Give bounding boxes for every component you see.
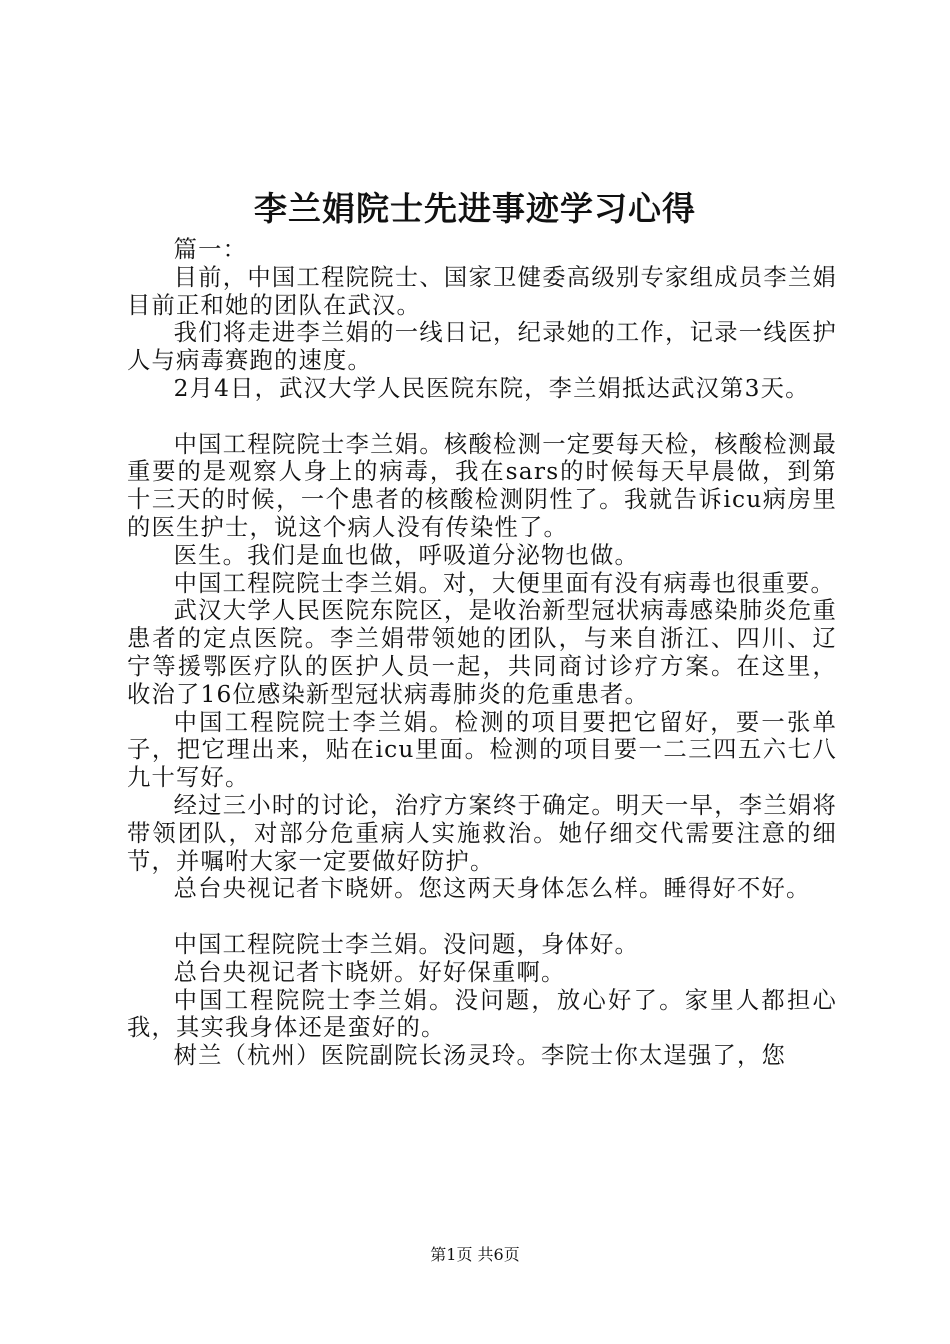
document-body — [127, 236, 837, 1070]
paragraph: 武汉大学人民医院东院区，是收治新型冠状病毒感染肺炎危重患者的定点医院。李兰娟带领她的团队，与来自浙江、四川、辽宁等援鄂医疗队的医护人员一起，共同商讨诊疗方案。在这里，收治了16位感染新型冠状病毒肺炎的危重患者。 — [127, 597, 837, 708]
page-number-footer: 第1页 共6页 — [430, 1245, 520, 1264]
paragraph: 目前，中国工程院院士、国家卫健委高级别专家组成员李兰娟目前正和她的团队在武汉。 — [127, 263, 837, 319]
paragraph: 我们将走进李兰娟的一线日记，纪录她的工作，记录一线医护人与病毒赛跑的速度。 — [127, 319, 837, 375]
paragraph: 医生。我们是血也做，呼吸道分泌物也做。 — [173, 541, 640, 569]
paragraph: 中国工程院院士李兰娟。检测的项目要把它留好，要一张单子，把它理出来，贴在icu里面。检测的项目要一二三四五六七八九十写好。 — [127, 708, 837, 792]
paragraph: 经过三小时的讨论，治疗方案终于确定。明天一早，李兰娟将带领团队，对部分危重病人实施救治。她仔细交代需要注意的细节，并嘱咐大家一定要做好防护。 — [127, 791, 837, 875]
paragraph: 中国工程院院士李兰娟。没问题，身体好。 — [173, 930, 640, 958]
paragraph: 树兰（杭州）医院副院长汤灵玲。李院士你太逞强了，您 — [173, 1042, 787, 1070]
paragraph: 中国工程院院士李兰娟。核酸检测一定要每天检，核酸检测最重要的是观察人身上的病毒，我在sars的时候每天早晨做，到第十三天的时候，一个患者的核酸检测阴性了。我就告诉icu病房里的医生护士，说这个病人没有传染性了。 — [127, 430, 837, 541]
paragraph: 中国工程院院士李兰娟。对，大便里面有没有病毒也很重要。 — [173, 569, 836, 597]
paragraph: 篇一： — [173, 236, 248, 263]
paragraph: 总台央视记者卞晓妍。您这两天身体怎么样。睡得好不好。 — [173, 875, 811, 903]
paragraph: 2月4日，武汉大学人民医院东院，李兰娟抵达武汉第3天。 — [173, 374, 810, 402]
paragraph: 中国工程院院士李兰娟。没问题，放心好了。家里人都担心我，其实我身体还是蛮好的。 — [127, 986, 837, 1042]
paragraph: 总台央视记者卞晓妍。好好保重啊。 — [173, 958, 566, 986]
document-title: 李兰娟院士先进事迹学习心得 — [254, 189, 696, 228]
